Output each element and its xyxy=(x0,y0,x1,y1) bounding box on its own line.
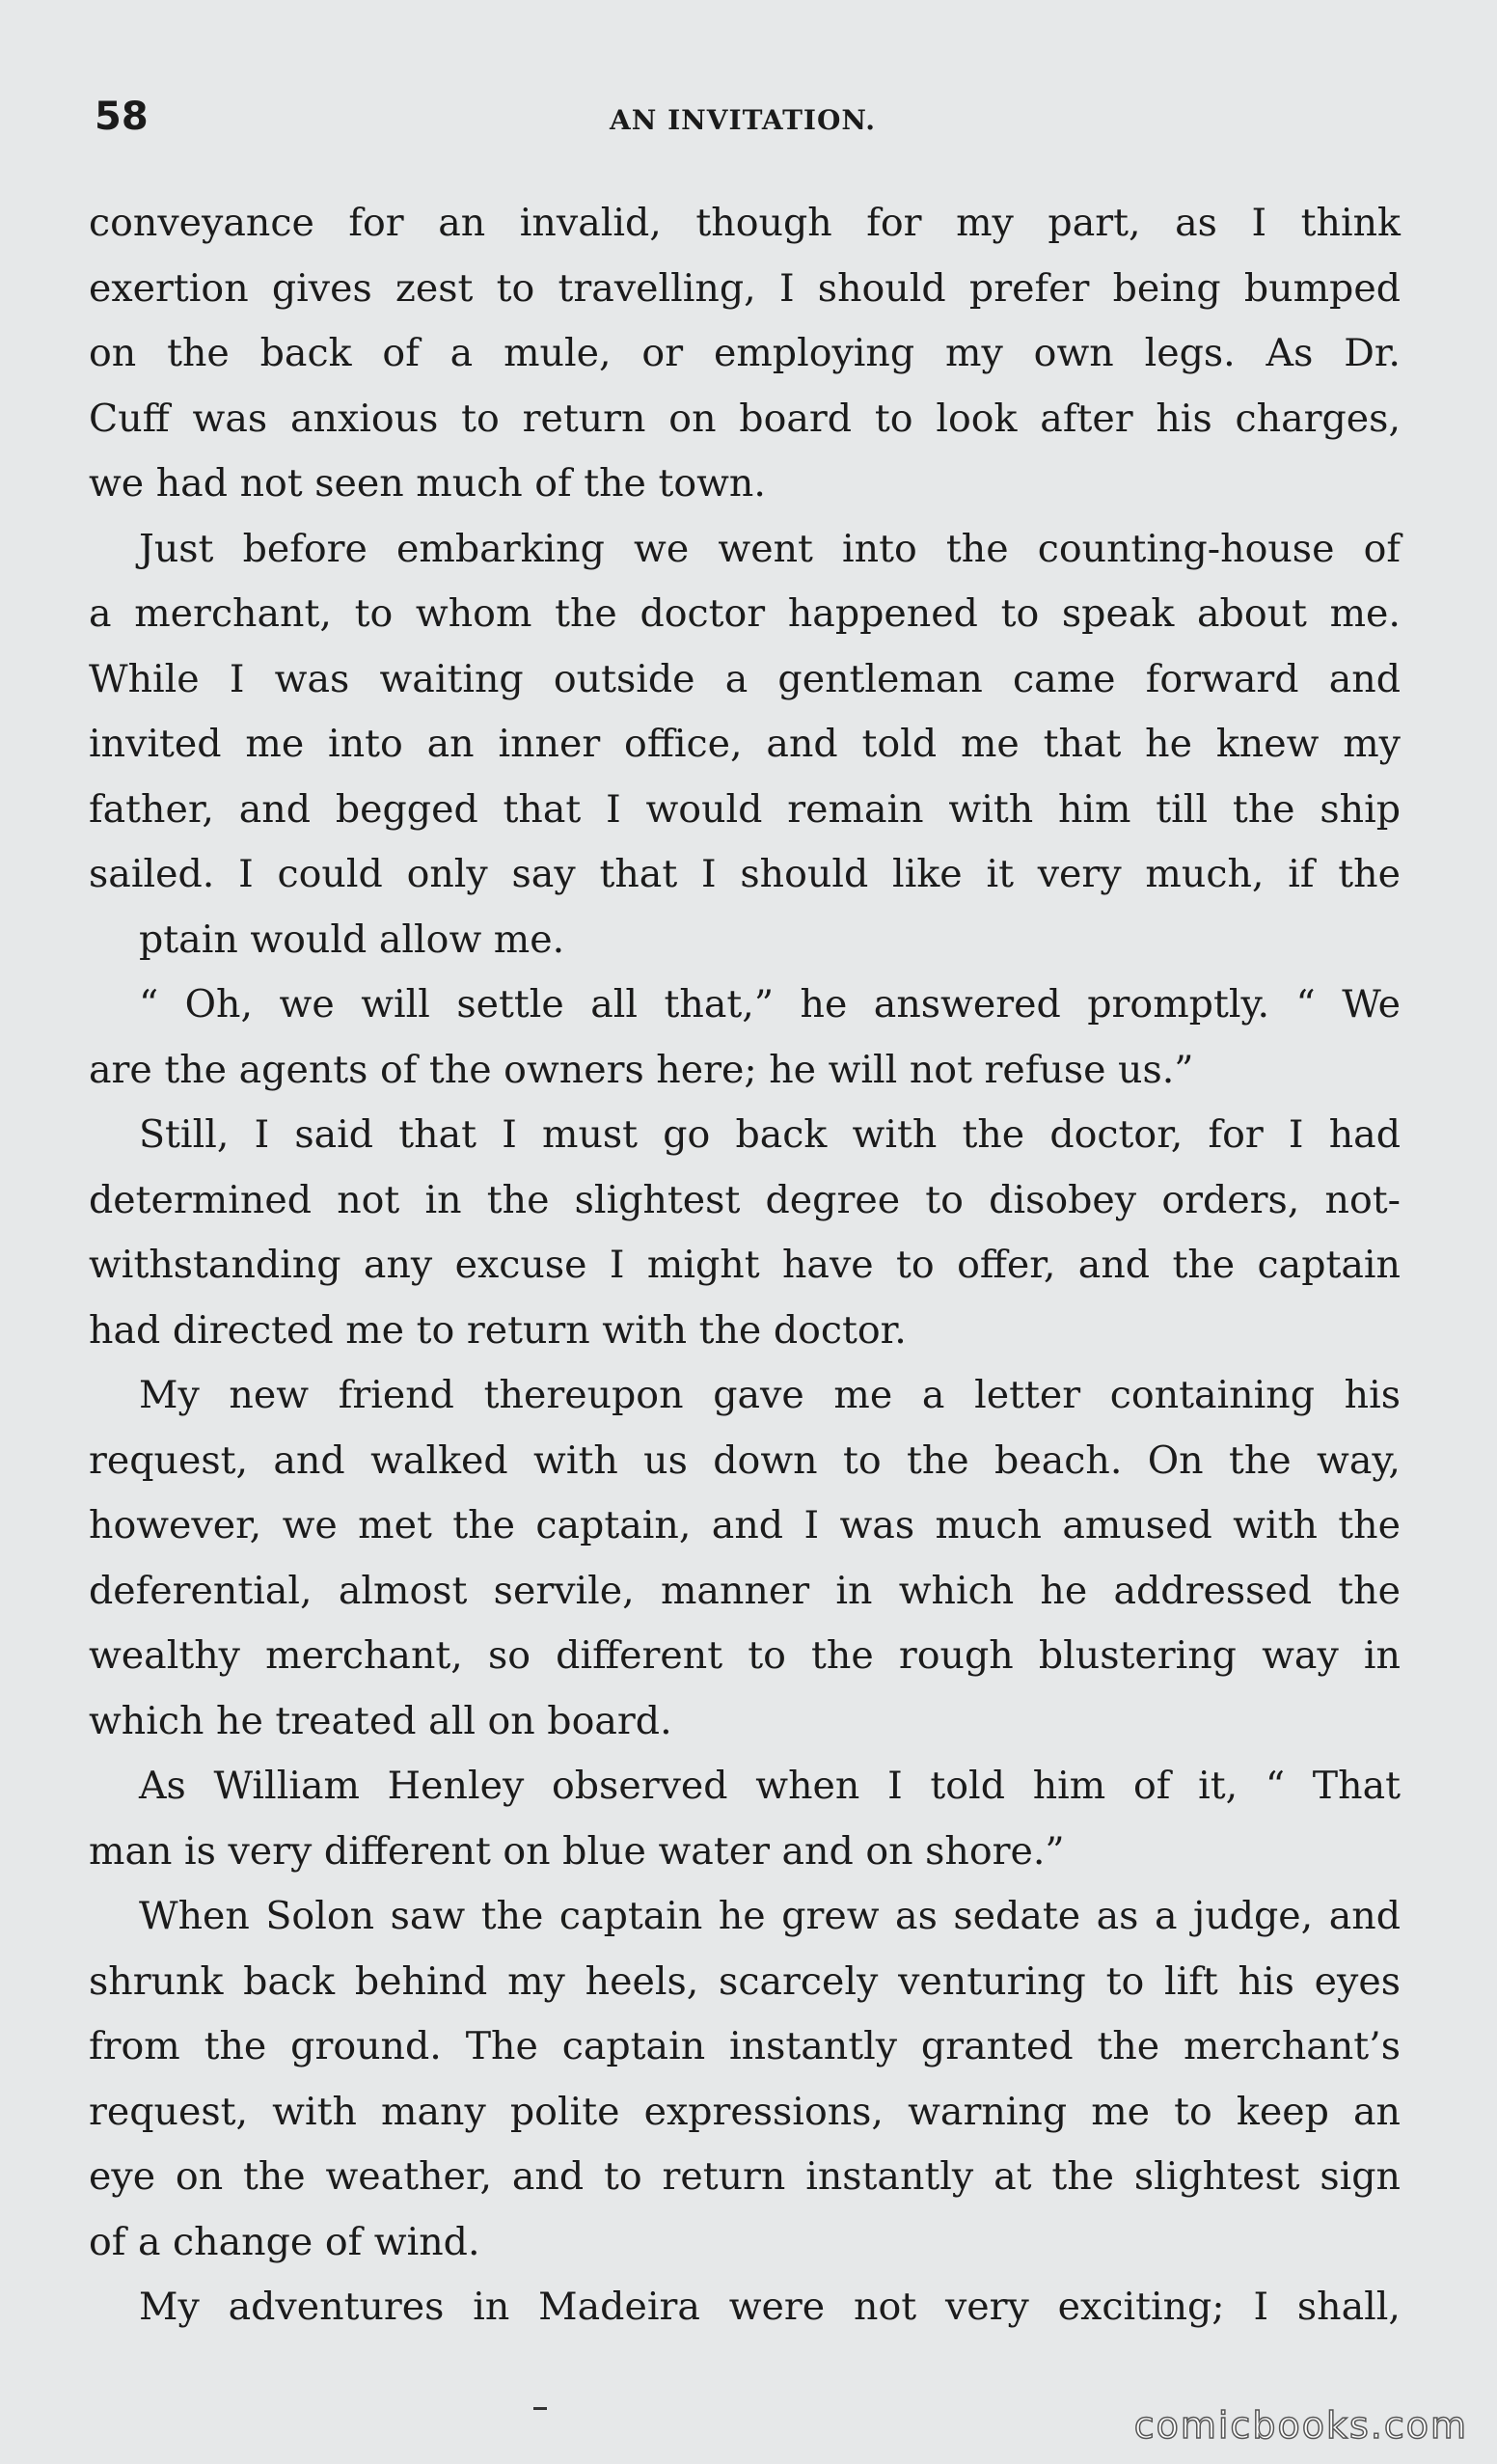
text-line: are the agents of the owners here; he will not refuse us.” xyxy=(89,1047,1194,1092)
text-line: of a change of wind. xyxy=(89,2219,480,2264)
text-line: determined not in the slightest degree to disobey orders, not- xyxy=(89,1177,1401,1222)
text-line: “ Oh, we will settle all that,” he answered promptly. “ We xyxy=(139,982,1401,1027)
text-line: a merchant, to whom the doctor happened to speak about me. xyxy=(89,591,1401,636)
text-line: conveyance for an invalid, though for my part, as I think xyxy=(89,201,1401,245)
text-line: Still, I said that I must go back with the doctor, for I had xyxy=(139,1112,1401,1157)
text-line: My new friend thereupon gave me a letter containing his xyxy=(139,1373,1401,1417)
text-line: we had not seen much of the town. xyxy=(89,461,766,506)
text-line: request, with many polite expressions, warning me to keep an xyxy=(89,2089,1401,2134)
text-line: shrunk back behind my heels, scarcely venturing to lift his eyes xyxy=(89,1958,1401,2004)
body-text xyxy=(89,191,1401,2341)
text-line: Just before embarking we went into the counting-house of xyxy=(139,526,1401,571)
text-line: While I was waiting outside a gentleman came forward and xyxy=(89,656,1401,701)
page-header xyxy=(95,95,1391,152)
text-line: deferential, almost servile, manner in which he addressed the xyxy=(89,1568,1401,1613)
page-number: 58 xyxy=(95,95,149,139)
text-line: request, and walked with us down to the beach. On the way, xyxy=(89,1437,1401,1483)
text-line: Cuff was anxious to return on board to look after his charges, xyxy=(89,396,1401,441)
text-line: on the back of a mule, or employing my own legs. As Dr. xyxy=(89,331,1401,375)
watermark: comicbooks.com xyxy=(1133,2404,1468,2447)
text-line: withstanding any excuse I might have to offer, and the captain xyxy=(89,1243,1401,1287)
text-line: which he treated all on board. xyxy=(89,1698,672,1743)
text-line: from the ground. The captain instantly granted the merchant’s xyxy=(89,2024,1401,2068)
text-line: My adventures in Madeira were not very exciting; I shall, xyxy=(139,2285,1401,2329)
text-line: As William Henley observed when I told him of it, “ That xyxy=(139,1764,1401,1808)
text-line: eye on the weather, and to return instantly at the slightest sign xyxy=(89,2154,1401,2199)
text-line: father, and begged that I would remain with him till the ship xyxy=(89,786,1401,832)
text-line: wealthy merchant, so different to the rough blustering way in xyxy=(89,1633,1401,1678)
text-line: man is very different on blue water and on shore.” xyxy=(89,1828,1065,1874)
text-line: sailed. I could only say that I should like it very much, if the xyxy=(89,852,1401,896)
text-line: had directed me to return with the doctor. xyxy=(89,1307,907,1353)
text-line: exertion gives zest to travelling, I should prefer being bumped xyxy=(89,265,1401,311)
running-head: AN INVITATION. xyxy=(610,104,876,136)
text-line: ptain would allow me. xyxy=(139,917,565,962)
text-line: invited me into an inner office, and told me that he knew my xyxy=(89,722,1401,766)
text-line: however, we met the captain, and I was much amused with the xyxy=(89,1503,1401,1547)
page-mark xyxy=(533,2407,547,2410)
text-line: When Solon saw the captain he grew as sedate as a judge, and xyxy=(139,1894,1401,1938)
